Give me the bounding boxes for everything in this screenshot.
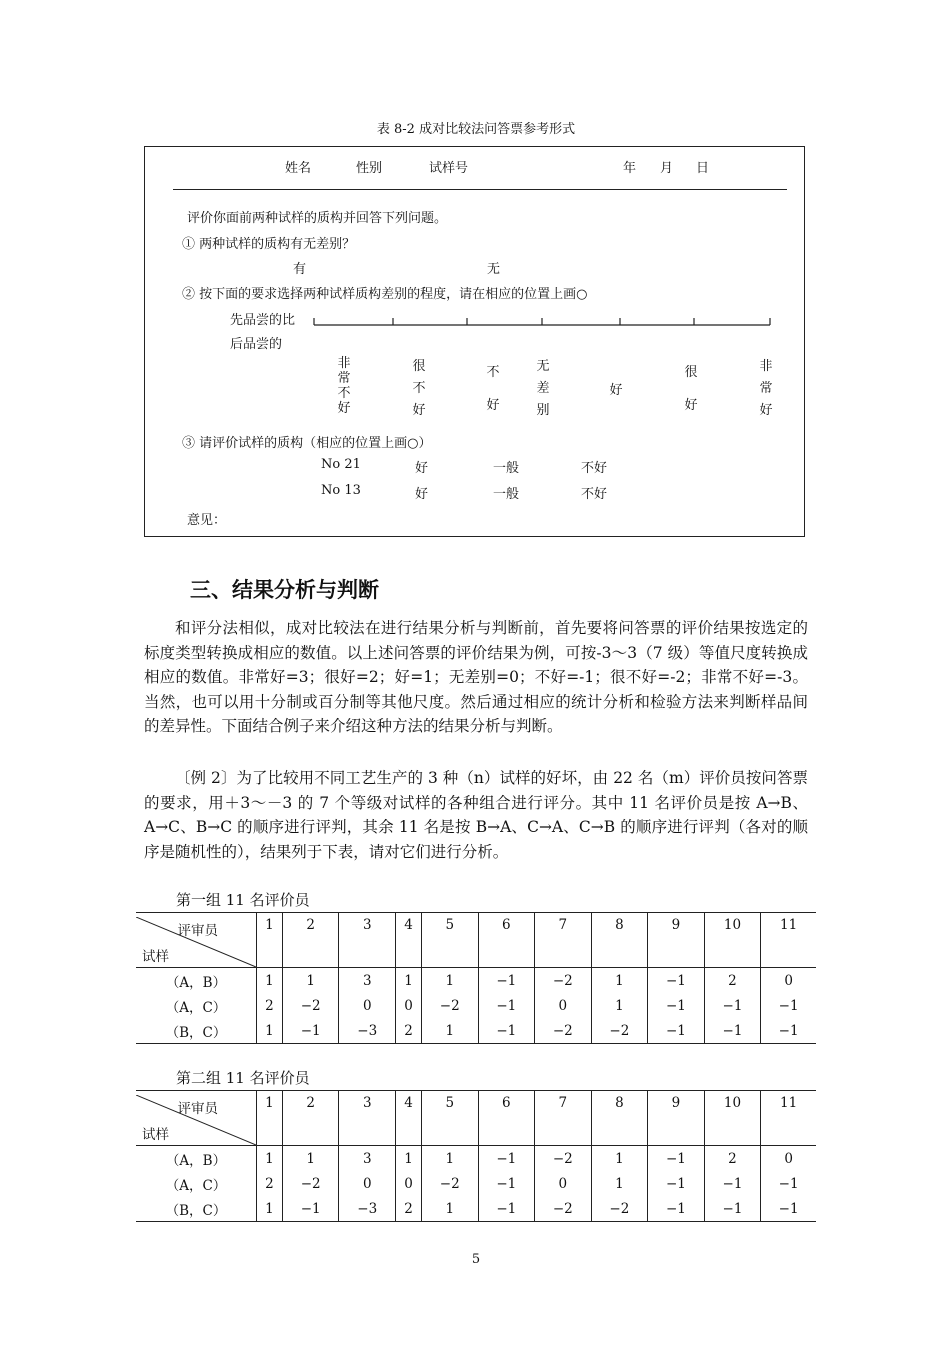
scale-label-good: 好 [609, 383, 623, 398]
paragraph-1-text: 和评分法相似，成对比较法在进行结果分析与判断前，首先要将问答票的评价结果按选定的标度类型转换成相应的数值。以上述问答票的评价结果为例，可按-3～3（7 级）等值尺度转换成相应的数值。非常好=3；很好=2；好=1；无差别=0；不好=-1；很不好=-2；非常不好=-3。当然，也可以用十分制或百分制等其他尺度。然后通过相应的统计分析和检验方法来判断样品间的差异性。下面结合例子来介绍这种方法的结果分析与判断。 [144, 619, 808, 735]
rating-scale-line [305, 317, 775, 331]
col-header: 10 [704, 1091, 761, 1146]
table-cell: −1 [478, 1171, 535, 1196]
col-header: 11 [761, 913, 816, 968]
table-cell: 1 [257, 1196, 283, 1222]
col-header: 1 [257, 913, 283, 968]
table-cell: −1 [761, 1196, 816, 1222]
table-cell: −2 [535, 1018, 592, 1044]
table-cell: −1 [704, 1171, 761, 1196]
form-sex-label: 性别 [356, 161, 383, 176]
table-cell: 2 [257, 993, 283, 1018]
table-cell: −1 [478, 1196, 535, 1222]
corner-bottom-label: 试样 [142, 1127, 169, 1143]
table-cell: 0 [535, 993, 592, 1018]
page-number: 5 [471, 1252, 481, 1267]
corner-top-label: 评审员 [177, 1101, 218, 1117]
q2-after-label: 后品尝的 [230, 337, 283, 352]
table-cell: 1 [591, 968, 648, 994]
table-cell: 2 [704, 968, 761, 994]
table-cell: −2 [535, 968, 592, 994]
table-row [136, 968, 816, 994]
table-1-label: 第一组 11 名评价员 [176, 891, 310, 909]
table-cell: 1 [591, 993, 648, 1018]
col-header: 5 [421, 1091, 478, 1146]
table-cell: 1 [396, 968, 422, 994]
table-cell: −2 [535, 1196, 592, 1222]
table-cell: −3 [339, 1196, 396, 1222]
col-header: 6 [478, 913, 535, 968]
form-month-label: 月 [660, 161, 674, 176]
table-cell: −1 [648, 1146, 705, 1172]
sample-2-good: 好 [415, 487, 429, 502]
question-3: ③ 请评价试样的质构（相应的位置上画○） [182, 436, 432, 451]
scale-label-quite-good: 很 好 [684, 365, 698, 413]
question-2: ② 按下面的要求选择两种试样质构差别的程度，请在相应的位置上画○ [182, 287, 588, 302]
corner-bottom-label: 试样 [142, 949, 169, 965]
table-cell: −1 [478, 993, 535, 1018]
table-cell: −1 [704, 993, 761, 1018]
table-2-header-row [136, 1091, 816, 1146]
row-header: （B，C） [165, 1202, 227, 1219]
table-cell: −3 [339, 1018, 396, 1044]
table-caption: 表 8-2 成对比较法问答票参考形式 [376, 122, 576, 137]
form-intro: 评价你面前两种试样的质构并回答下列问题。 [187, 211, 448, 226]
table-cell: −2 [421, 1171, 478, 1196]
scale-label-very-bad: 非 常 不 好 [337, 356, 351, 416]
table-cell: −2 [282, 993, 339, 1018]
table-cell: −1 [648, 1196, 705, 1222]
section-title: 三、结果分析与判断 [190, 578, 379, 602]
table-cell: −1 [282, 1196, 339, 1222]
table-cell: 0 [761, 968, 816, 994]
scale-label-bad: 不 好 [486, 365, 500, 413]
table-cell: 1 [257, 1146, 283, 1172]
col-header: 10 [704, 913, 761, 968]
paragraph-1 [144, 616, 808, 739]
table-cell: −1 [761, 1018, 816, 1044]
opinion-label: 意见： [187, 513, 227, 528]
sample-2-bad: 不好 [581, 487, 608, 502]
table-cell: 1 [591, 1146, 648, 1172]
table-2-label: 第二组 11 名评价员 [176, 1069, 310, 1087]
col-header: 3 [339, 1091, 396, 1146]
paragraph-2 [144, 766, 808, 864]
row-header: （A，B） [165, 974, 227, 991]
table-row [136, 1146, 816, 1172]
q1-option-yes: 有 [293, 262, 307, 277]
table-cell: −1 [761, 1171, 816, 1196]
col-header: 7 [535, 1091, 592, 1146]
table-2-corner [136, 1091, 257, 1146]
table-cell: −1 [704, 1018, 761, 1044]
table-cell: −1 [478, 1146, 535, 1172]
table-row [136, 1018, 816, 1044]
table-cell: −2 [535, 1146, 592, 1172]
table-row [136, 1171, 816, 1196]
form-name-label: 姓名 [285, 161, 312, 176]
table-row [136, 1196, 816, 1222]
table-cell: 2 [396, 1018, 422, 1044]
sample-2-no: No 13 [321, 483, 361, 498]
col-header: 7 [535, 913, 592, 968]
col-header: 8 [591, 1091, 648, 1146]
table-cell: −1 [478, 968, 535, 994]
form-year-label: 年 [623, 161, 637, 176]
row-header: （A，C） [165, 1177, 227, 1194]
col-header: 4 [396, 1091, 422, 1146]
form-header-rule [173, 189, 787, 190]
sample-1-good: 好 [415, 461, 429, 476]
table-cell: 0 [396, 993, 422, 1018]
table-cell: −1 [478, 1018, 535, 1044]
table-cell: 1 [257, 968, 283, 994]
sample-2-normal: 一般 [493, 487, 520, 502]
table-1-header-row [136, 913, 816, 968]
form-day-label: 日 [696, 161, 710, 176]
form-sample-no-label: 试样号 [429, 161, 469, 176]
q1-option-no: 无 [487, 262, 501, 277]
table-cell: 2 [704, 1146, 761, 1172]
table-cell: 1 [421, 1196, 478, 1222]
table-cell: 3 [339, 1146, 396, 1172]
col-header: 1 [257, 1091, 283, 1146]
table-cell: −1 [648, 993, 705, 1018]
table-cell: −2 [591, 1018, 648, 1044]
col-header: 9 [648, 913, 705, 968]
table-cell: 1 [421, 968, 478, 994]
table-cell: 1 [421, 1018, 478, 1044]
table-cell: 3 [339, 968, 396, 994]
col-header: 2 [282, 913, 339, 968]
table-cell: −1 [761, 993, 816, 1018]
table-cell: 0 [339, 993, 396, 1018]
table-cell: 0 [339, 1171, 396, 1196]
paragraph-2-text: 〔例 2〕为了比较用不同工艺生产的 3 种（n）试样的好坏，由 22 名（m）评价员按问答票的要求，用＋3～－3 的 7 个等级对试样的各种组合进行评分。其中 11 名评价员是按 A→B、A→C、B→C 的顺序进行评判，其余 11 名是按 B→A、C→A、C→B 的顺序进行评判（各对的顺序是随机性的），结果列于下表，请对它们进行分析。 [144, 769, 808, 861]
table-cell: −1 [648, 968, 705, 994]
q2-first-label: 先品尝的比 [230, 313, 296, 328]
col-header: 8 [591, 913, 648, 968]
table-cell: −2 [421, 993, 478, 1018]
col-header: 9 [648, 1091, 705, 1146]
table-cell: 1 [591, 1171, 648, 1196]
table-cell: −1 [282, 1018, 339, 1044]
col-header: 5 [421, 913, 478, 968]
table-1-corner [136, 913, 257, 968]
table-cell: −1 [648, 1018, 705, 1044]
col-header: 2 [282, 1091, 339, 1146]
questionnaire-form [144, 146, 805, 537]
table-cell: 0 [396, 1171, 422, 1196]
scale-label-no-difference: 无 差 别 [536, 359, 550, 418]
sample-1-bad: 不好 [581, 461, 608, 476]
row-header: （A，B） [165, 1152, 227, 1169]
corner-top-label: 评审员 [177, 923, 218, 939]
table-cell: 0 [535, 1171, 592, 1196]
table-2 [136, 1090, 816, 1222]
col-header: 4 [396, 913, 422, 968]
table-cell: −2 [591, 1196, 648, 1222]
scale-label-very-good: 非 常 好 [759, 359, 773, 418]
col-header: 11 [761, 1091, 816, 1146]
table-cell: 1 [282, 1146, 339, 1172]
sample-1-no: No 21 [321, 457, 361, 472]
row-header: （B，C） [165, 1024, 227, 1041]
table-cell: 1 [257, 1018, 283, 1044]
scale-label-quite-bad: 很 不 好 [412, 359, 426, 418]
table-cell: 1 [396, 1146, 422, 1172]
question-1: ① 两种试样的质构有无差别？ [182, 237, 356, 252]
table-1 [136, 912, 816, 1044]
table-cell: 0 [761, 1146, 816, 1172]
col-header: 6 [478, 1091, 535, 1146]
table-cell: 1 [421, 1146, 478, 1172]
row-header: （A，C） [165, 999, 227, 1016]
table-cell: −1 [648, 1171, 705, 1196]
table-cell: 1 [282, 968, 339, 994]
table-row [136, 993, 816, 1018]
table-cell: −2 [282, 1171, 339, 1196]
table-cell: 2 [257, 1171, 283, 1196]
table-cell: 2 [396, 1196, 422, 1222]
table-cell: −1 [704, 1196, 761, 1222]
col-header: 3 [339, 913, 396, 968]
sample-1-normal: 一般 [493, 461, 520, 476]
